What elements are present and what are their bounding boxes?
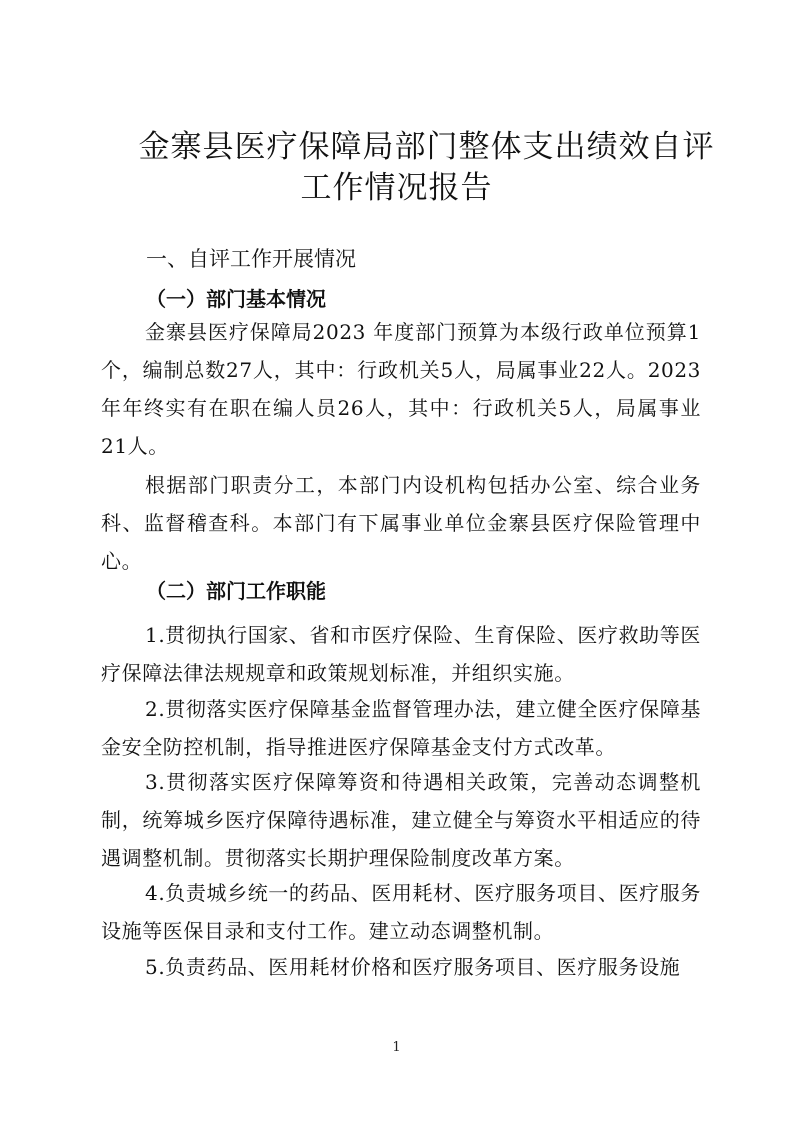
section-heading-self-evaluation: 一、自评工作开展情况 — [146, 247, 356, 271]
function-item-1: 1.贯彻执行国家、省和市医疗保险、生育保险、医疗救助等医疗保障法律法规规章和政策规划标准，并组织实施。 — [101, 623, 701, 685]
function-item-4: 4.负责城乡统一的药品、医用耗材、医疗服务项目、医疗服务设施等医保目录和支付工作。建立动态调整机制。 — [101, 881, 701, 943]
function-item-2: 2.贯彻落实医疗保障基金监督管理办法，建立健全医疗保障基金安全防控机制，指导推进医疗保障基金支付方式改革。 — [101, 697, 701, 759]
function-item-5: 5.负责药品、医用耗材价格和医疗服务项目、医疗服务设施 — [145, 955, 681, 979]
page-number: 1 — [392, 1040, 401, 1055]
subsection-heading-basic-info: （一）部门基本情况 — [146, 287, 326, 311]
paragraph-budget-staffing: 金寨县医疗保障局2023 年度部门预算为本级行政单位预算1个，编制总数27人，其中：行政机关5人，局属事业22人。2023年年终实有在职在编人员26人，其中：行政机关5人，局属事业21人。 — [101, 320, 701, 458]
function-item-3: 3.贯彻落实医疗保障筹资和待遇相关政策，完善动态调整机制，统筹城乡医疗保障待遇标准，建立健全与筹资水平相适应的待遇调整机制。贯彻落实长期护理保险制度改革方案。 — [101, 770, 701, 870]
document-title-line-1: 金寨县医疗保障局部门整体支出绩效自评 — [138, 129, 715, 165]
paragraph-internal-structure: 根据部门职责分工，本部门内设机构包括办公室、综合业务科、监督稽查科。本部门有下属事业单位金寨县医疗保险管理中心。 — [101, 473, 701, 573]
subsection-heading-functions: （二）部门工作职能 — [146, 579, 326, 603]
document-title-line-2: 工作情况报告 — [300, 170, 493, 206]
